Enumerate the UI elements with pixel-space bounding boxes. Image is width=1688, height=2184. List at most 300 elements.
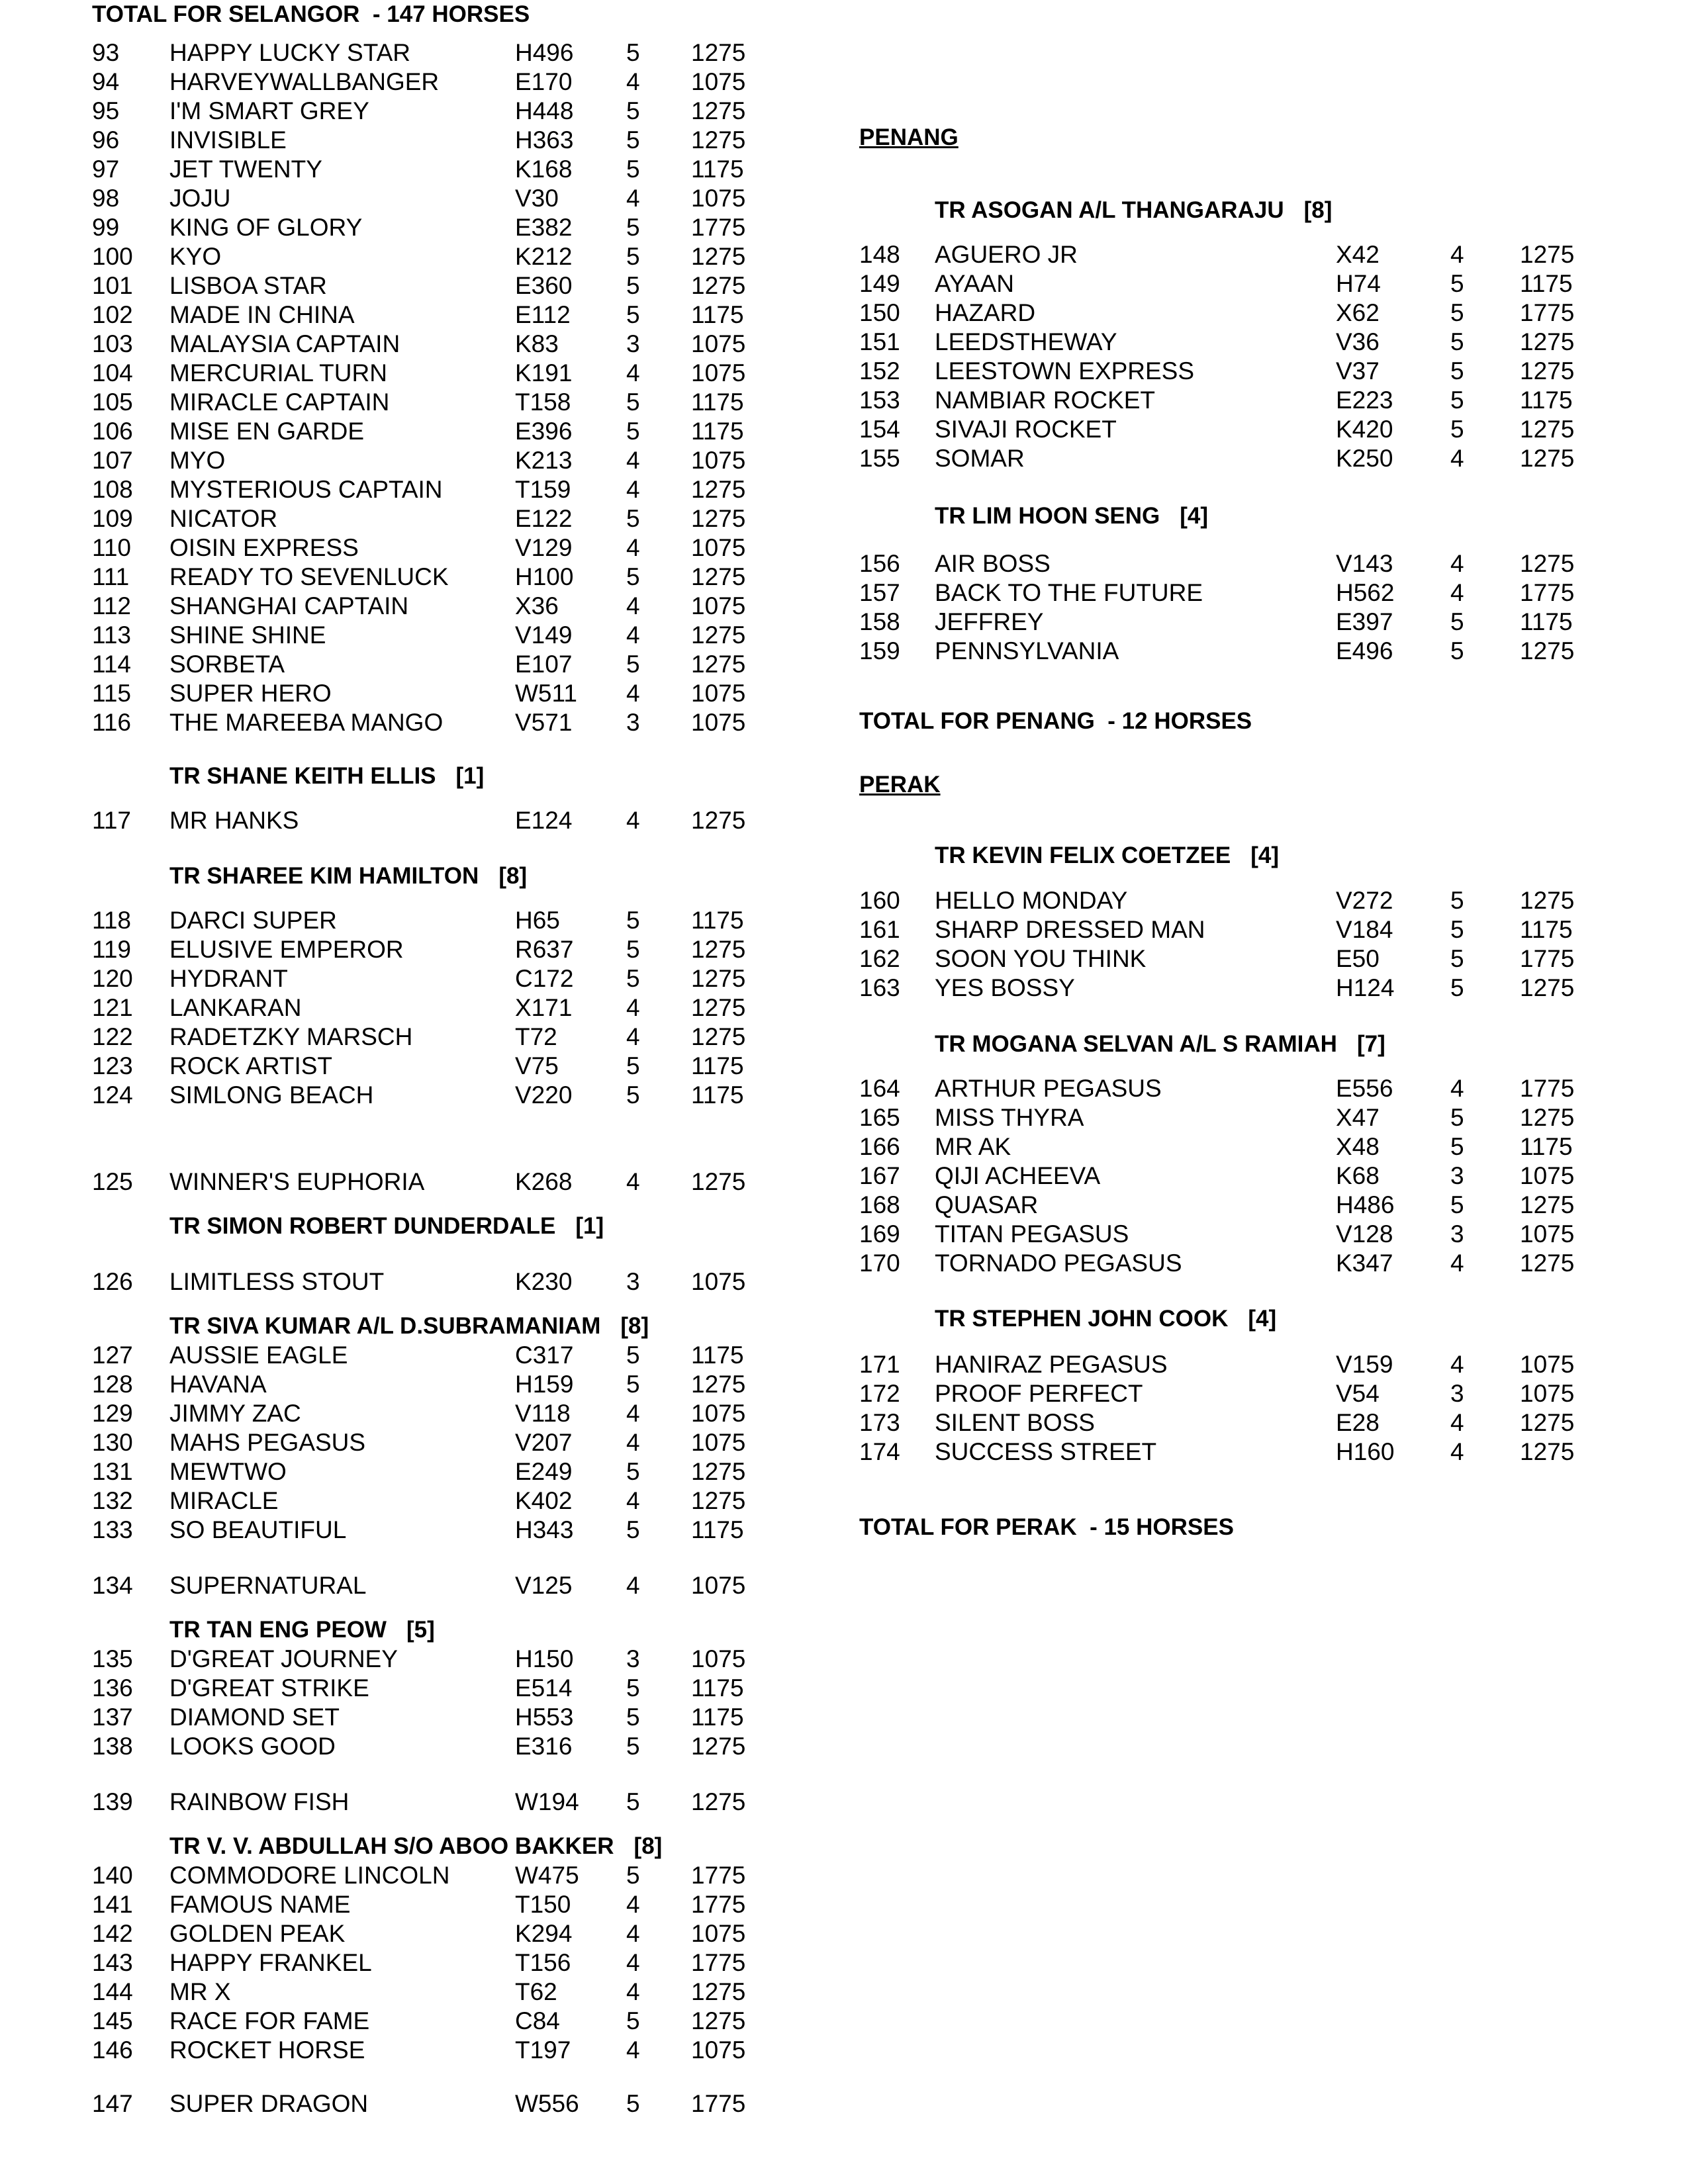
trainer-horse-count: [8] [498,863,528,889]
horse-age: 4 [1450,445,1464,472]
horse-name: SORBETA [169,651,285,678]
horse-age: 3 [626,1645,640,1672]
horse-age: 3 [626,1268,640,1295]
horse-name: HAPPY LUCKY STAR [169,39,410,66]
entry-number: 99 [92,214,120,241]
trainer-heading [169,1615,435,1645]
horse-name: SOMAR [935,445,1025,472]
horse-name: PROOF PERFECT [935,1380,1143,1407]
entry-number: 118 [92,907,131,934]
trainer-heading [169,762,484,791]
trainer-heading [169,862,527,891]
horse-age: 5 [626,418,640,445]
trainer-name: TR ASOGAN A/L THANGARAJU [935,197,1284,223]
trainer-heading [935,841,1279,870]
horse-name: ROCK ARTIST [169,1052,333,1079]
horse-age: 4 [626,2036,640,2064]
horse-code: V118 [515,1400,571,1427]
horse-name: JET TWENTY [169,156,322,183]
horse-code: E170 [515,68,573,95]
horse-code: E360 [515,272,573,299]
horse-age: 5 [626,126,640,154]
entry-number: 117 [92,807,131,834]
entry-number: 169 [859,1220,900,1248]
entry-number: 153 [859,387,900,414]
horse-rating: 1275 [691,505,746,532]
entry-number: 98 [92,185,120,212]
trainer-horse-count: [1] [575,1213,604,1239]
horse-code: V37 [1336,357,1380,385]
horse-name: SO BEAUTIFUL [169,1516,347,1543]
trainer-heading [169,1312,649,1341]
horse-rating: 1175 [691,1052,744,1079]
horse-code: V143 [1336,550,1393,577]
entry-number: 95 [92,97,120,124]
horse-age: 4 [626,1920,640,1947]
horse-rating: 1175 [691,907,744,934]
trainer-name: TR SHAREE KIM HAMILTON [169,863,479,889]
horse-age: 5 [626,1081,640,1109]
entry-number: 147 [92,2090,133,2117]
horse-code: W194 [515,1788,579,1815]
horse-rating: 1075 [691,447,746,474]
horse-code: V571 [515,709,573,736]
horse-age: 5 [626,1052,640,1079]
horse-code: K68 [1336,1162,1380,1189]
horse-code: V184 [1336,916,1393,943]
entry-number: 139 [92,1788,133,1815]
horse-age: 5 [626,2007,640,2034]
horse-code: K420 [1336,416,1393,443]
region-total: TOTAL FOR PERAK - 15 HORSES [859,1514,1234,1540]
horse-rating: 1275 [1520,328,1575,355]
entry-number: 163 [859,974,900,1001]
entry-number: 114 [92,651,131,678]
horse-name: SOON YOU THINK [935,945,1147,972]
trainer-horse-count: [4] [1180,503,1209,529]
horse-code: V36 [1336,328,1380,355]
horse-name: D'GREAT JOURNEY [169,1645,398,1672]
horse-rating: 1275 [691,1978,746,2005]
trainer-name: TR SHANE KEITH ELLIS [169,763,436,789]
horse-name: MALAYSIA CAPTAIN [169,330,400,357]
horse-name: HYDRANT [169,965,288,992]
horse-age: 5 [626,907,640,934]
horse-rating: 1075 [691,1645,746,1672]
horse-code: R637 [515,936,574,963]
horse-name: MR AK [935,1133,1011,1160]
horse-rating: 1175 [691,1704,744,1731]
horse-age: 4 [626,1168,640,1195]
horse-code: T150 [515,1891,571,1918]
horse-age: 3 [1450,1220,1464,1248]
horse-age: 4 [1450,579,1464,606]
horse-name: JIMMY ZAC [169,1400,301,1427]
horse-code: E316 [515,1733,573,1760]
horse-code: E50 [1336,945,1380,972]
horse-code: H486 [1336,1191,1395,1218]
entry-number: 136 [92,1674,133,1702]
entry-number: 112 [92,592,131,619]
horse-name: LEESTOWN EXPRESS [935,357,1195,385]
horse-age: 5 [1450,945,1464,972]
horse-age: 5 [1450,608,1464,635]
horse-rating: 1275 [691,39,746,66]
horse-rating: 1075 [1520,1220,1575,1248]
entry-number: 171 [859,1351,900,1378]
horse-code: H159 [515,1371,574,1398]
horse-code: K402 [515,1487,573,1514]
horse-name: MR X [169,1978,231,2005]
horse-code: X171 [515,994,573,1021]
entry-number: 157 [859,579,900,606]
horse-age: 4 [626,1487,640,1514]
horse-code: H65 [515,907,560,934]
entry-number: 143 [92,1949,133,1976]
horse-code: E396 [515,418,573,445]
entry-number: 113 [92,621,131,649]
horse-name: HELLO MONDAY [935,887,1128,914]
horse-name: SHARP DRESSED MAN [935,916,1205,943]
horse-name: SIMLONG BEACH [169,1081,374,1109]
horse-name: INVISIBLE [169,126,287,154]
horse-rating: 1175 [1520,387,1573,414]
horse-age: 4 [626,1891,640,1918]
horse-name: SUPER HERO [169,680,332,707]
entry-number: 93 [92,39,120,66]
horse-rating: 1275 [1520,550,1575,577]
horse-name: WINNER'S EUPHORIA [169,1168,425,1195]
horse-code: H160 [1336,1438,1395,1465]
horse-rating: 1275 [1520,637,1575,664]
horse-code: H74 [1336,270,1381,297]
entry-number: 148 [859,241,900,268]
horse-rating: 1175 [691,1342,744,1369]
horse-code: K191 [515,359,573,387]
entry-number: 124 [92,1081,133,1109]
entry-number: 108 [92,476,133,503]
horse-name: HAPPY FRANKEL [169,1949,372,1976]
horse-code: K268 [515,1168,573,1195]
horse-code: V129 [515,534,573,561]
horse-rating: 1275 [691,126,746,154]
horse-rating: 1275 [1520,1191,1575,1218]
horse-code: K230 [515,1268,573,1295]
horse-rating: 1775 [691,1862,746,1889]
horse-code: V54 [1336,1380,1380,1407]
trainer-heading [935,1030,1385,1059]
entry-number: 128 [92,1371,133,1398]
horse-rating: 1175 [1520,608,1573,635]
trainer-name: TR KEVIN FELIX COETZEE [935,842,1231,868]
horse-rating: 1175 [691,418,744,445]
horse-code: E223 [1336,387,1393,414]
horse-code: H562 [1336,579,1395,606]
horse-age: 5 [626,214,640,241]
horse-code: V125 [515,1572,573,1599]
entry-number: 127 [92,1342,133,1369]
trainer-horse-count: [5] [406,1617,435,1643]
horse-age: 5 [1450,328,1464,355]
horse-rating: 1275 [1520,1250,1575,1277]
entry-number: 144 [92,1978,133,2005]
trainer-horse-count: [7] [1356,1031,1385,1057]
horse-age: 4 [626,476,640,503]
entry-number: 116 [92,709,131,736]
horse-code: X48 [1336,1133,1380,1160]
horse-rating: 1275 [1520,416,1575,443]
horse-code: K294 [515,1920,573,1947]
trainer-horse-count: [4] [1250,842,1280,868]
horse-code: E556 [1336,1075,1393,1102]
horse-age: 5 [1450,270,1464,297]
horse-rating: 1275 [691,936,746,963]
horse-age: 3 [1450,1162,1464,1189]
horse-rating: 1275 [691,243,746,270]
horse-age: 5 [1450,916,1464,943]
entry-number: 162 [859,945,900,972]
horse-name: SILENT BOSS [935,1409,1095,1436]
horse-rating: 1275 [1520,1104,1575,1131]
entry-number: 119 [92,936,131,963]
horse-code: H496 [515,39,574,66]
horse-code: X36 [515,592,559,619]
horse-age: 5 [626,1516,640,1543]
entry-number: 165 [859,1104,900,1131]
horse-name: AGUERO JR [935,241,1078,268]
entry-number: 137 [92,1704,133,1731]
horse-code: H150 [515,1645,574,1672]
horse-name: JEFFREY [935,608,1044,635]
horse-age: 4 [626,1572,640,1599]
entry-number: 111 [92,563,130,590]
horse-rating: 1275 [1520,887,1575,914]
horse-age: 4 [626,534,640,561]
horse-rating: 1775 [1520,945,1575,972]
trainer-horse-count: [1] [455,763,485,789]
entry-number: 121 [92,994,133,1021]
horse-age: 5 [1450,637,1464,664]
horse-code: V207 [515,1429,573,1456]
horse-name: NICATOR [169,505,278,532]
horse-code: V75 [515,1052,559,1079]
horse-age: 3 [626,709,640,736]
horse-age: 3 [626,330,640,357]
entry-number: 97 [92,156,120,183]
entry-number: 166 [859,1133,900,1160]
horse-rating: 1275 [691,272,746,299]
entry-number: 149 [859,270,900,297]
horse-age: 5 [1450,974,1464,1001]
horse-code: H448 [515,97,574,124]
horse-age: 4 [1450,1250,1464,1277]
horse-age: 5 [626,388,640,416]
entry-number: 135 [92,1645,133,1672]
horse-age: 4 [626,1023,640,1050]
horse-rating: 1075 [691,1429,746,1456]
entry-number: 120 [92,965,133,992]
horse-code: H100 [515,563,574,590]
horse-name: MISS THYRA [935,1104,1084,1131]
horse-rating: 1275 [1520,1409,1575,1436]
horse-name: ROCKET HORSE [169,2036,365,2064]
horse-name: READY TO SEVENLUCK [169,563,449,590]
horse-rating: 1175 [691,1516,744,1543]
horse-code: V159 [1336,1351,1393,1378]
horse-name: TITAN PEGASUS [935,1220,1129,1248]
trainer-horse-count: [4] [1248,1306,1277,1332]
horse-rating: 1275 [691,563,746,590]
horse-name: SHINE SHINE [169,621,326,649]
horse-name: MYSTERIOUS CAPTAIN [169,476,443,503]
horse-code: E28 [1336,1409,1380,1436]
region-heading: PERAK [859,772,941,797]
trainer-horse-count: [8] [620,1313,649,1339]
horse-name: MR HANKS [169,807,299,834]
horse-code: C172 [515,965,574,992]
horse-name: AUSSIE EAGLE [169,1342,348,1369]
horse-age: 5 [626,563,640,590]
horse-name: TORNADO PEGASUS [935,1250,1182,1277]
horse-name: YES BOSSY [935,974,1075,1001]
horse-code: C317 [515,1342,574,1369]
entry-number: 167 [859,1162,900,1189]
trainer-name: TR V. V. ABDULLAH S/O ABOO BAKKER [169,1833,614,1859]
trainer-name: TR MOGANA SELVAN A/L S RAMIAH [935,1031,1337,1057]
horse-rating: 1775 [691,1949,746,1976]
horse-code: V128 [1336,1220,1393,1248]
horse-code: K168 [515,156,573,183]
entry-number: 152 [859,357,900,385]
horse-code: K212 [515,243,573,270]
entry-number: 106 [92,418,133,445]
horse-age: 4 [626,1400,640,1427]
horse-name: MISE EN GARDE [169,418,364,445]
horse-name: D'GREAT STRIKE [169,1674,369,1702]
horse-code: V272 [1336,887,1393,914]
horse-code: E249 [515,1458,573,1485]
horse-name: AIR BOSS [935,550,1051,577]
horse-age: 4 [626,592,640,619]
horse-code: E496 [1336,637,1393,664]
horse-name: LEEDSTHEWAY [935,328,1117,355]
horse-code: H343 [515,1516,574,1543]
horse-name: SIVAJI ROCKET [935,416,1117,443]
horse-age: 5 [626,651,640,678]
horse-rating: 1275 [691,2007,746,2034]
horse-rating: 1075 [691,185,746,212]
trainer-name: TR TAN ENG PEOW [169,1617,387,1643]
entry-number: 155 [859,445,900,472]
horse-rating: 1775 [1520,579,1575,606]
entry-number: 140 [92,1862,133,1889]
horse-age: 4 [626,1949,640,1976]
horse-age: 4 [626,994,640,1021]
entry-number: 94 [92,68,120,95]
horse-code: T197 [515,2036,571,2064]
entry-number: 174 [859,1438,900,1465]
horse-rating: 1775 [691,2090,746,2117]
horse-name: HAVANA [169,1371,267,1398]
trainer-heading [935,196,1332,225]
horse-rating: 1175 [691,301,744,328]
horse-age: 5 [626,156,640,183]
horse-rating: 1075 [691,1572,746,1599]
trainer-horse-count: [8] [633,1833,663,1859]
horse-name: NAMBIAR ROCKET [935,387,1156,414]
horse-code: E397 [1336,608,1393,635]
horse-name: MIRACLE CAPTAIN [169,388,390,416]
entry-number: 156 [859,550,900,577]
horse-name: RACE FOR FAME [169,2007,370,2034]
entry-number: 101 [92,272,133,299]
horse-code: T72 [515,1023,557,1050]
entry-number: 123 [92,1052,133,1079]
horse-rating: 1175 [691,1081,744,1109]
trainer-name: TR SIMON ROBERT DUNDERDALE [169,1213,556,1239]
entry-number: 142 [92,1920,133,1947]
entry-number: 107 [92,447,133,474]
horse-age: 5 [1450,387,1464,414]
horse-name: MEWTWO [169,1458,287,1485]
entry-number: 154 [859,416,900,443]
horse-code: E107 [515,651,573,678]
horse-code: V220 [515,1081,573,1109]
entry-number: 104 [92,359,133,387]
horse-name: MADE IN CHINA [169,301,355,328]
horse-name: FAMOUS NAME [169,1891,351,1918]
horse-age: 5 [626,1733,640,1760]
horse-name: LISBOA STAR [169,272,327,299]
horse-age: 5 [1450,1133,1464,1160]
horse-age: 4 [1450,1438,1464,1465]
horse-rating: 1075 [691,359,746,387]
entry-number: 150 [859,299,900,326]
horse-name: RAINBOW FISH [169,1788,350,1815]
horse-code: X42 [1336,241,1380,268]
horse-name: DARCI SUPER [169,907,337,934]
horse-name: MERCURIAL TURN [169,359,387,387]
horse-age: 5 [626,272,640,299]
horse-name: QUASAR [935,1191,1039,1218]
horse-name: JOJU [169,185,231,212]
horse-age: 5 [626,1371,640,1398]
horse-age: 5 [626,1458,640,1485]
horse-rating: 1175 [691,388,744,416]
entry-number: 110 [92,534,131,561]
horse-age: 4 [1450,241,1464,268]
horse-code: V30 [515,185,559,212]
horse-age: 4 [1450,550,1464,577]
horse-name: GOLDEN PEAK [169,1920,346,1947]
horse-code: E124 [515,807,573,834]
horse-name: LIMITLESS STOUT [169,1268,385,1295]
trainer-name: TR STEPHEN JOHN COOK [935,1306,1229,1332]
entry-number: 115 [92,680,131,707]
entry-number: 131 [92,1458,133,1485]
entry-number: 159 [859,637,900,664]
entry-number: 145 [92,2007,133,2034]
horse-name: AYAAN [935,270,1014,297]
trainer-name: TR LIM HOON SENG [935,503,1160,529]
horse-rating: 1275 [691,965,746,992]
entry-number: 130 [92,1429,133,1456]
horse-age: 4 [626,1429,640,1456]
horse-rating: 1275 [691,476,746,503]
entry-number: 173 [859,1409,900,1436]
horse-rating: 1175 [691,1674,744,1702]
horse-age: 5 [626,301,640,328]
